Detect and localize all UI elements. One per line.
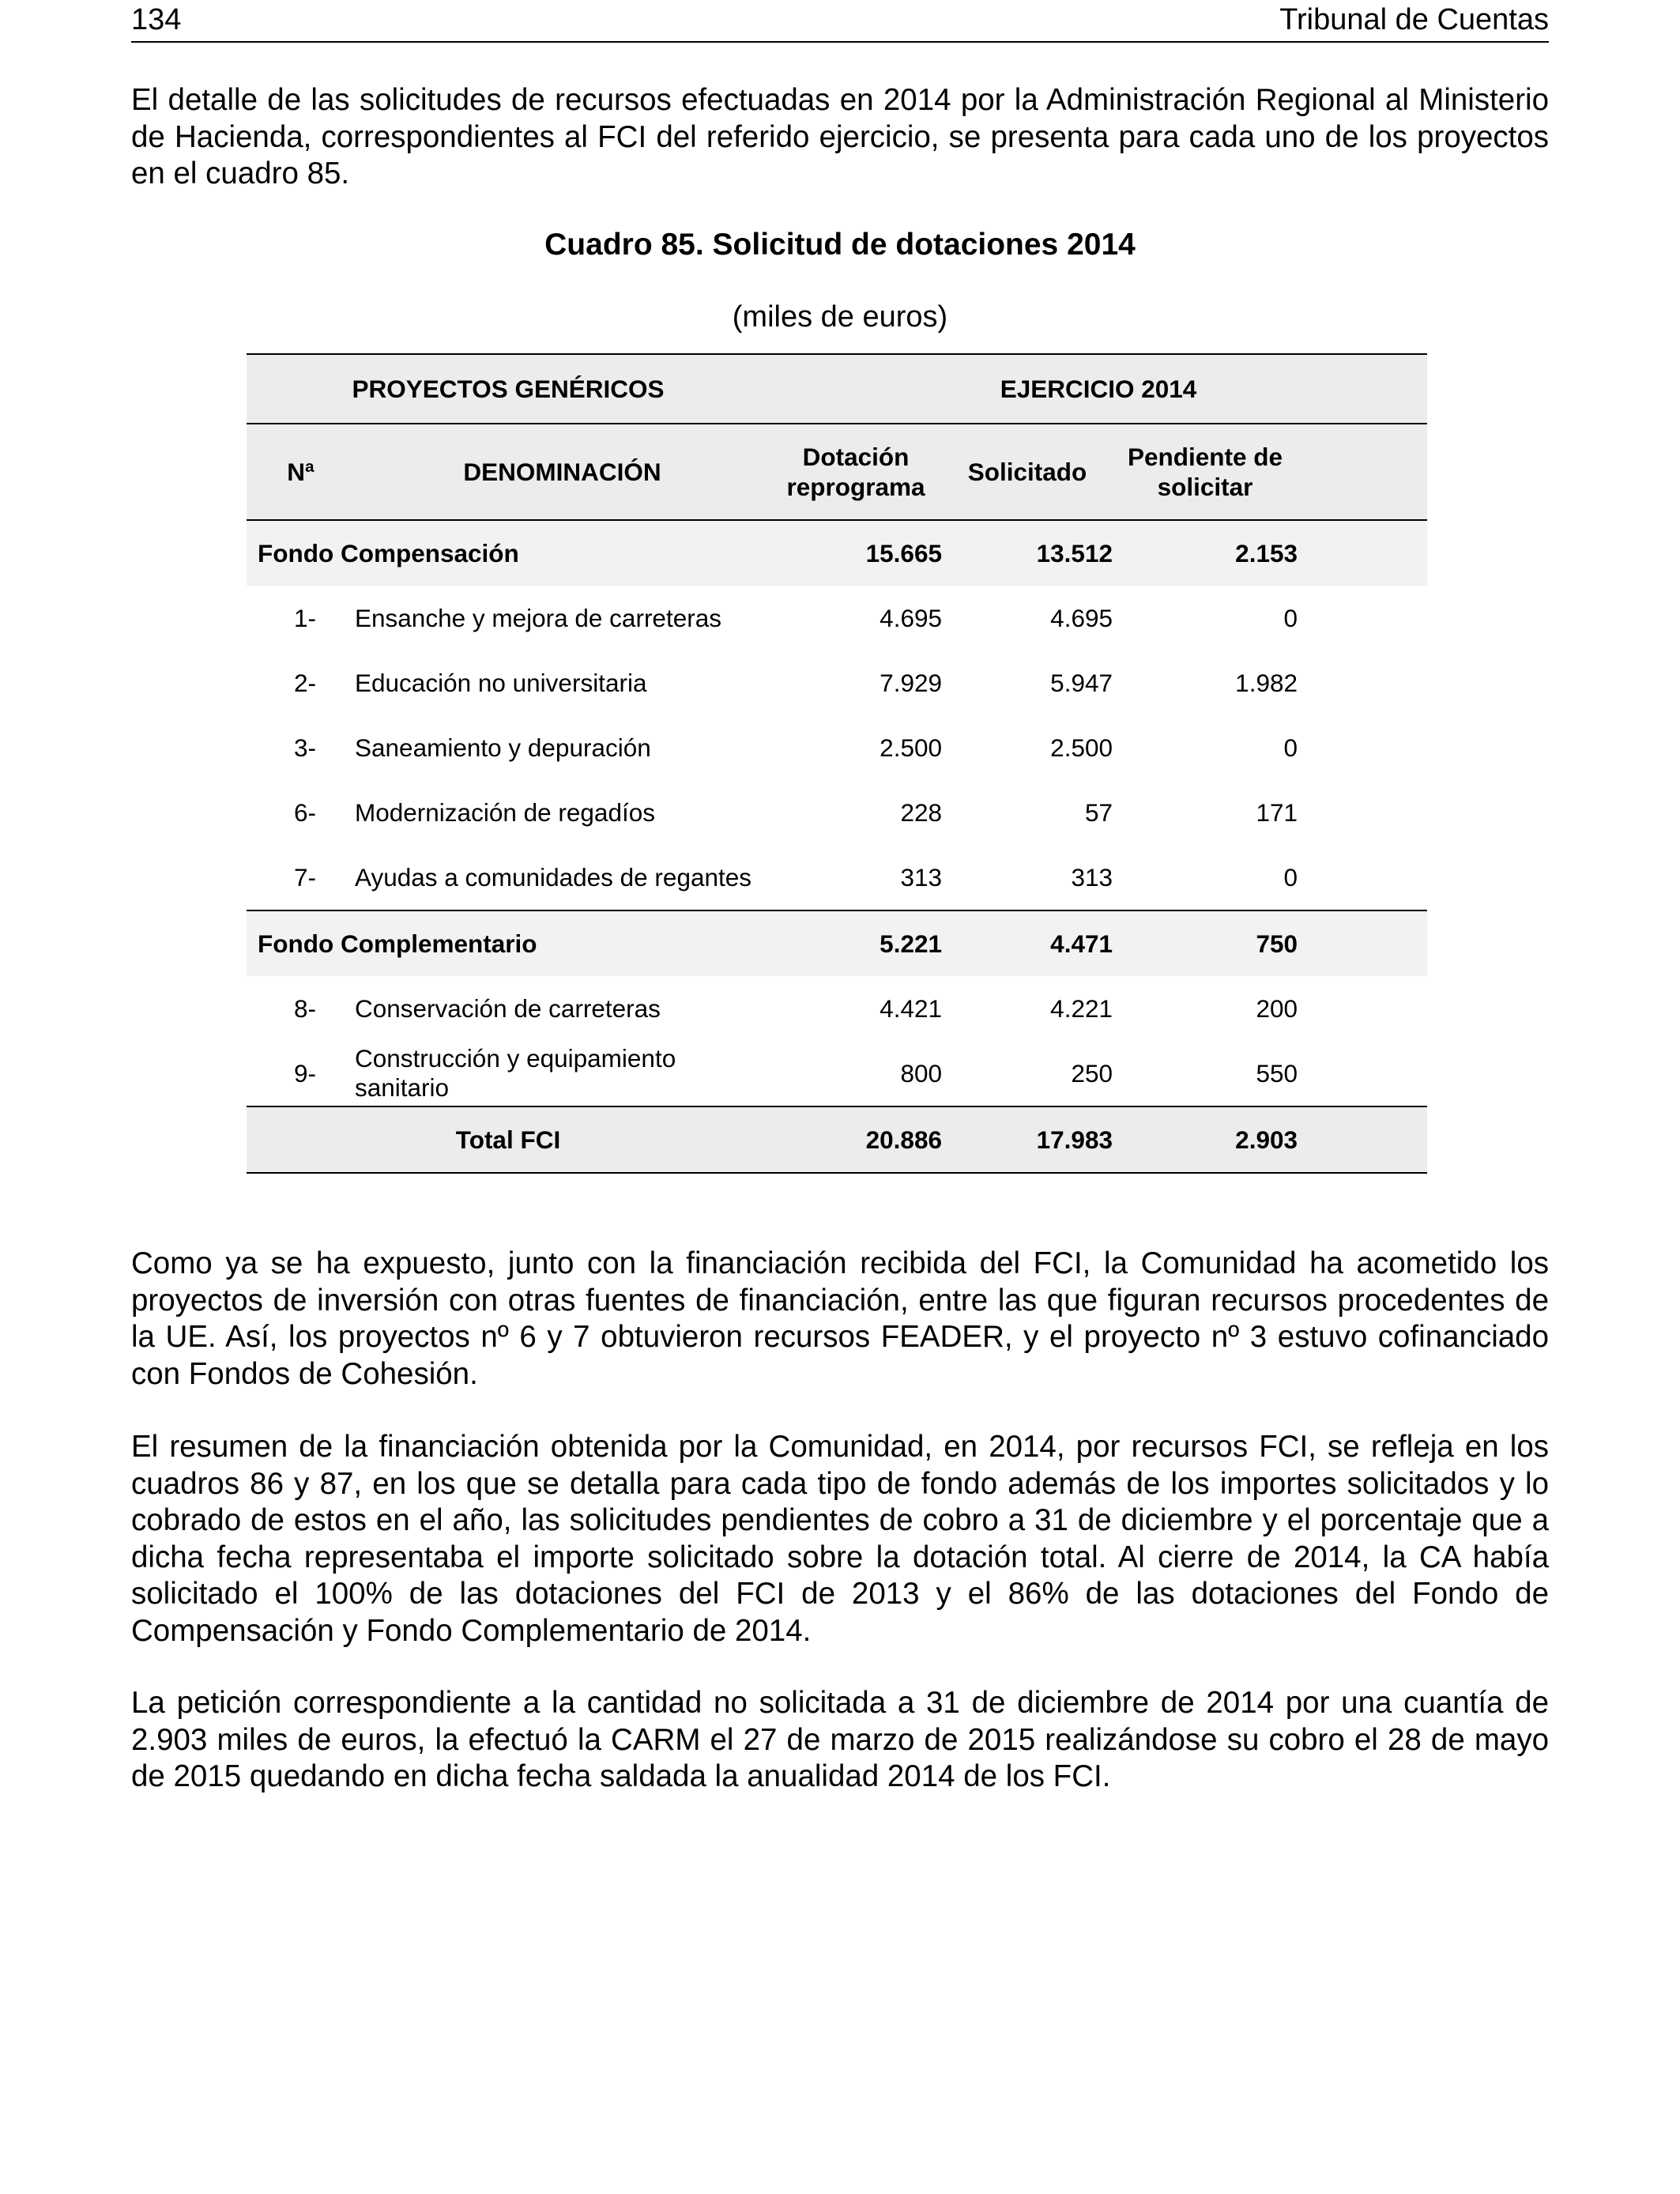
item-solicitado: 4.695 bbox=[1050, 603, 1113, 632]
item-name: Ayudas a comunidades de regantes bbox=[355, 862, 752, 892]
item-dotacion: 800 bbox=[900, 1058, 942, 1088]
group-row-fondo-complementario bbox=[247, 910, 1427, 976]
item-num: 7- bbox=[294, 862, 317, 892]
group-pendiente: 2.153 bbox=[1113, 520, 1298, 586]
item-pendiente: 1.982 bbox=[1235, 668, 1298, 697]
group-name: Fondo Compensación bbox=[247, 520, 770, 586]
item-solicitado: 57 bbox=[1084, 797, 1113, 827]
item-num: 9- bbox=[294, 1058, 317, 1088]
total-solicitado: 17.983 bbox=[942, 1106, 1113, 1173]
table-row bbox=[247, 780, 1427, 845]
total-dotacion: 20.886 bbox=[770, 1106, 942, 1173]
item-pendiente: 200 bbox=[1256, 993, 1298, 1023]
item-solicitado: 250 bbox=[1071, 1058, 1113, 1088]
item-pendiente: 0 bbox=[1283, 862, 1298, 892]
group-pendiente: 750 bbox=[1113, 910, 1298, 976]
item-solicitado: 4.221 bbox=[1050, 993, 1113, 1023]
item-dotacion: 7.929 bbox=[880, 668, 942, 697]
header-pendiente bbox=[1113, 424, 1298, 520]
header-exercise: EJERCICIO 2014 bbox=[770, 354, 1427, 424]
group-row-fondo-compensacion bbox=[247, 520, 1427, 586]
item-dotacion: 4.421 bbox=[880, 993, 942, 1023]
item-pendiente: 171 bbox=[1256, 797, 1298, 827]
table-unit: (miles de euros) bbox=[732, 300, 948, 334]
header-dotacion-line2: reprograma bbox=[786, 473, 925, 501]
table-title: Cuadro 85. Solicitud de dotaciones 2014 bbox=[544, 228, 1136, 262]
header-projects: PROYECTOS GENÉRICOS bbox=[247, 354, 770, 424]
table-row bbox=[247, 586, 1427, 650]
item-solicitado: 5.947 bbox=[1050, 668, 1113, 697]
item-dotacion: 228 bbox=[900, 797, 942, 827]
item-num: 8- bbox=[294, 993, 317, 1023]
item-dotacion: 2.500 bbox=[880, 733, 942, 762]
running-title: Tribunal de Cuentas bbox=[1279, 3, 1549, 36]
group-dotacion: 15.665 bbox=[770, 520, 942, 586]
item-pendiente: 0 bbox=[1283, 603, 1298, 632]
body-paragraph-1: Como ya se ha expuesto, junto con la financiación recibida del FCI, la Comunidad ha acometido los proyectos de inversión con otras fuentes de financiación, entre las que figuran recursos procedentes de la UE. Así, los proyectos nº 6 y 7 obtuvieron recursos FEADER, y el proyecto nº 3 estuvo cofinanciado con Fondos de Cohesión. bbox=[131, 1246, 1549, 1391]
item-pendiente: 0 bbox=[1283, 733, 1298, 762]
total-row bbox=[247, 1106, 1427, 1173]
header-solicitado: Solicitado bbox=[942, 424, 1113, 520]
header-dotacion-line1: Dotación bbox=[802, 443, 910, 471]
group-solicitado: 13.512 bbox=[942, 520, 1113, 586]
header-dotacion bbox=[770, 424, 942, 520]
table-row bbox=[247, 1041, 1427, 1106]
total-label: Total FCI bbox=[247, 1106, 770, 1173]
item-name: Construcción y equipamiento sanitario bbox=[355, 1044, 676, 1102]
group-solicitado: 4.471 bbox=[942, 910, 1113, 976]
item-name: Ensanche y mejora de carreteras bbox=[355, 603, 721, 632]
group-name: Fondo Complementario bbox=[247, 910, 770, 976]
header-spacer bbox=[1298, 424, 1427, 520]
item-dotacion: 313 bbox=[900, 862, 942, 892]
item-dotacion: 4.695 bbox=[880, 603, 942, 632]
body-paragraph-2: El resumen de la financiación obtenida por la Comunidad, en 2014, por recursos FCI, se refleja en los cuadros 86 y 87, en los que se detalla para cada tipo de fondo además de los importes solicitados y lo cobrado de estos en el año, las solicitudes pendientes de cobro a 31 de diciembre y el porcentaje que a dicha fecha representaba el importe solicitado sobre la dotación total. Al cierre de 2014, la CA había solicitado el 100% de las dotaciones del FCI de 2013 y el 86% de las dotaciones del Fondo de Compensación y Fondo Complementario de 2014. bbox=[131, 1430, 1549, 1648]
page-number: 134 bbox=[131, 3, 182, 36]
intro-paragraph: El detalle de las solicitudes de recursos efectuadas en 2014 por la Administración Regional al Ministerio de Hacienda, correspondientes al FCI del referido ejercicio, se presenta para cada uno de los proyectos en el cuadro 85. bbox=[131, 83, 1549, 190]
total-pendiente: 2.903 bbox=[1113, 1106, 1298, 1173]
item-num: 1- bbox=[294, 603, 317, 632]
item-name: Conservación de carreteras bbox=[355, 993, 661, 1023]
item-name: Saneamiento y depuración bbox=[355, 733, 651, 762]
table-row bbox=[247, 976, 1427, 1041]
item-num: 3- bbox=[294, 733, 317, 762]
item-name: Educación no universitaria bbox=[355, 668, 647, 697]
header-denomination: DENOMINACIÓN bbox=[355, 424, 770, 520]
table-row bbox=[247, 715, 1427, 780]
header-pendiente-line1: Pendiente de bbox=[1127, 443, 1283, 471]
table-row bbox=[247, 650, 1427, 715]
header-pendiente-line2: solicitar bbox=[1157, 473, 1253, 501]
item-num: 2- bbox=[294, 668, 317, 697]
item-num: 6- bbox=[294, 797, 317, 827]
item-name: Modernización de regadíos bbox=[355, 797, 655, 827]
item-pendiente: 550 bbox=[1256, 1058, 1298, 1088]
item-solicitado: 313 bbox=[1071, 862, 1113, 892]
table-header-row-top bbox=[247, 354, 1427, 424]
body-paragraph-3: La petición correspondiente a la cantidad no solicitada a 31 de diciembre de 2014 por una cuantía de 2.903 miles de euros, la efectuó la CARM el 27 de marzo de 2015 realizándose su cobro el 28 de mayo de 2015 quedando en dicha fecha saldada la anualidad 2014 de los FCI. bbox=[131, 1686, 1549, 1793]
group-dotacion: 5.221 bbox=[770, 910, 942, 976]
table-header-row-columns bbox=[247, 424, 1427, 520]
page-header bbox=[131, 0, 1549, 43]
table-row bbox=[247, 845, 1427, 910]
header-num: Nª bbox=[247, 424, 355, 520]
dotaciones-table bbox=[247, 353, 1427, 1174]
item-solicitado: 2.500 bbox=[1050, 733, 1113, 762]
